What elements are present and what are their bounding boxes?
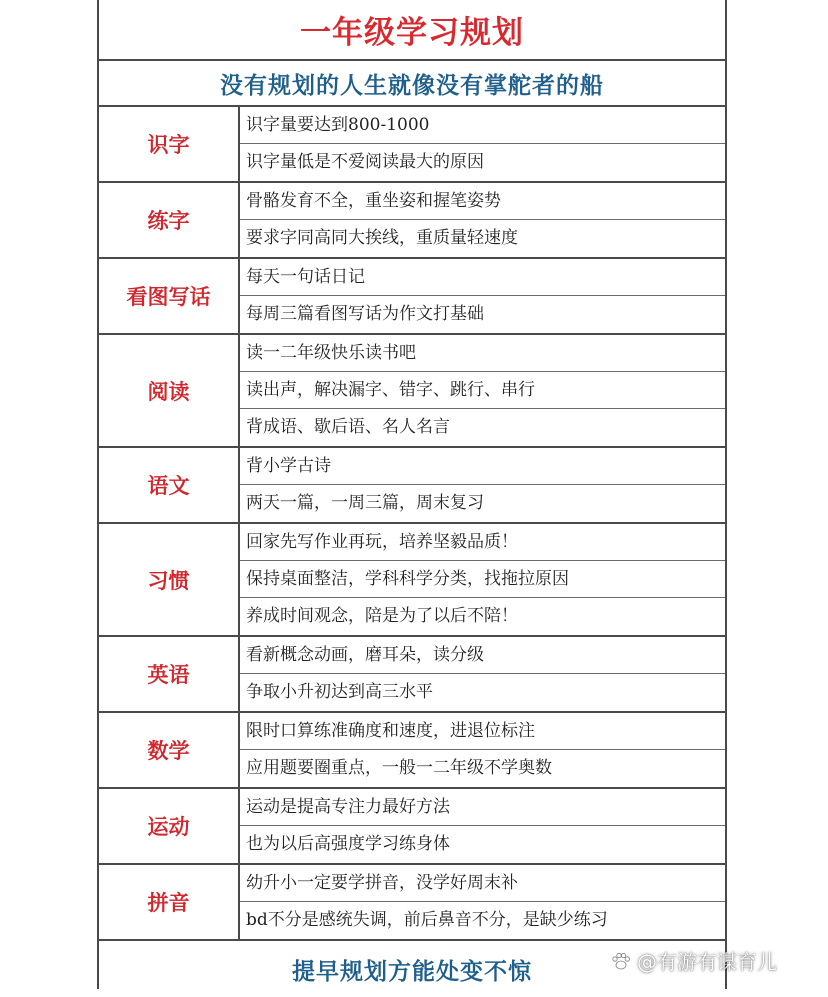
plan-item: 骨骼发育不全，重坐姿和握笔姿势 [240,183,725,220]
category-items [240,259,725,333]
plan-table [99,107,725,941]
plan-item: 也为以后高强度学习练身体 [246,834,450,854]
plan-item: 幼升小一定要学拼音，没学好周末补 [240,865,725,902]
section-row [99,183,725,259]
plan-item: 养成时间观念，陪是为了以后不陪！ [246,606,518,626]
section-row [99,448,725,524]
section-row [99,637,725,713]
category-label: 拼音 [99,865,240,939]
plan-item: 争取小升初达到高三水平 [246,682,433,702]
category-label: 看图写话 [99,259,240,333]
plan-item: 运动是提高专注力最好方法 [240,789,725,826]
category-label: 练字 [99,183,240,257]
plan-item: 两天一篇，一周三篇，周末复习 [246,493,484,513]
category-items [240,524,725,635]
paw-icon [610,950,632,972]
category-label: 习惯 [99,524,240,635]
plan-item: 每天一句话日记 [240,259,725,296]
category-label: 识字 [99,107,240,181]
watermark-text: @有游有谋育儿 [637,950,777,974]
plan-item: 读一二年级快乐读书吧 [240,335,725,372]
page-title: 一年级学习规划 [99,0,725,61]
plan-item: 背小学古诗 [240,448,725,485]
category-label: 数学 [99,713,240,787]
category-items [240,713,725,787]
section-row [99,865,725,941]
plan-sheet [97,0,727,989]
plan-item: 识字量低是不爱阅读最大的原因 [246,152,484,172]
plan-item: 保持桌面整洁，学科科学分类，找拖拉原因 [240,561,725,598]
section-row [99,335,725,448]
section-row [99,713,725,789]
watermark [610,946,777,975]
category-label: 英语 [99,637,240,711]
footer-slogan: 提早规划方能处变不惊 [292,957,532,985]
category-items [240,865,725,939]
section-row [99,524,725,637]
plan-item: 看新概念动画，磨耳朵，读分级 [240,637,725,674]
plan-item: 每周三篇看图写话为作文打基础 [246,304,484,324]
category-items [240,183,725,257]
category-items [240,335,725,446]
plan-item: 识字量要达到800-1000 [240,107,725,144]
category-items [240,789,725,863]
plan-item: 要求字同高同大挨线，重质量轻速度 [246,228,518,248]
category-items [240,107,725,181]
section-row [99,789,725,865]
plan-item: 背成语、歇后语、名人名言 [246,417,450,437]
plan-item: 读出声，解决漏字、错字、跳行、串行 [240,372,725,409]
plan-item: 回家先写作业再玩，培养坚毅品质！ [240,524,725,561]
category-label: 运动 [99,789,240,863]
category-items [240,637,725,711]
category-label: 阅读 [99,335,240,446]
section-row [99,259,725,335]
category-label: 语文 [99,448,240,522]
section-row [99,107,725,183]
plan-item: 应用题要圈重点，一般一二年级不学奥数 [246,758,552,778]
category-items [240,448,725,522]
plan-item: 限时口算练准确度和速度，进退位标注 [240,713,725,750]
page-subtitle: 没有规划的人生就像没有掌舵者的船 [99,61,725,107]
plan-item: bd不分是感统失调，前后鼻音不分，是缺少练习 [246,910,608,930]
